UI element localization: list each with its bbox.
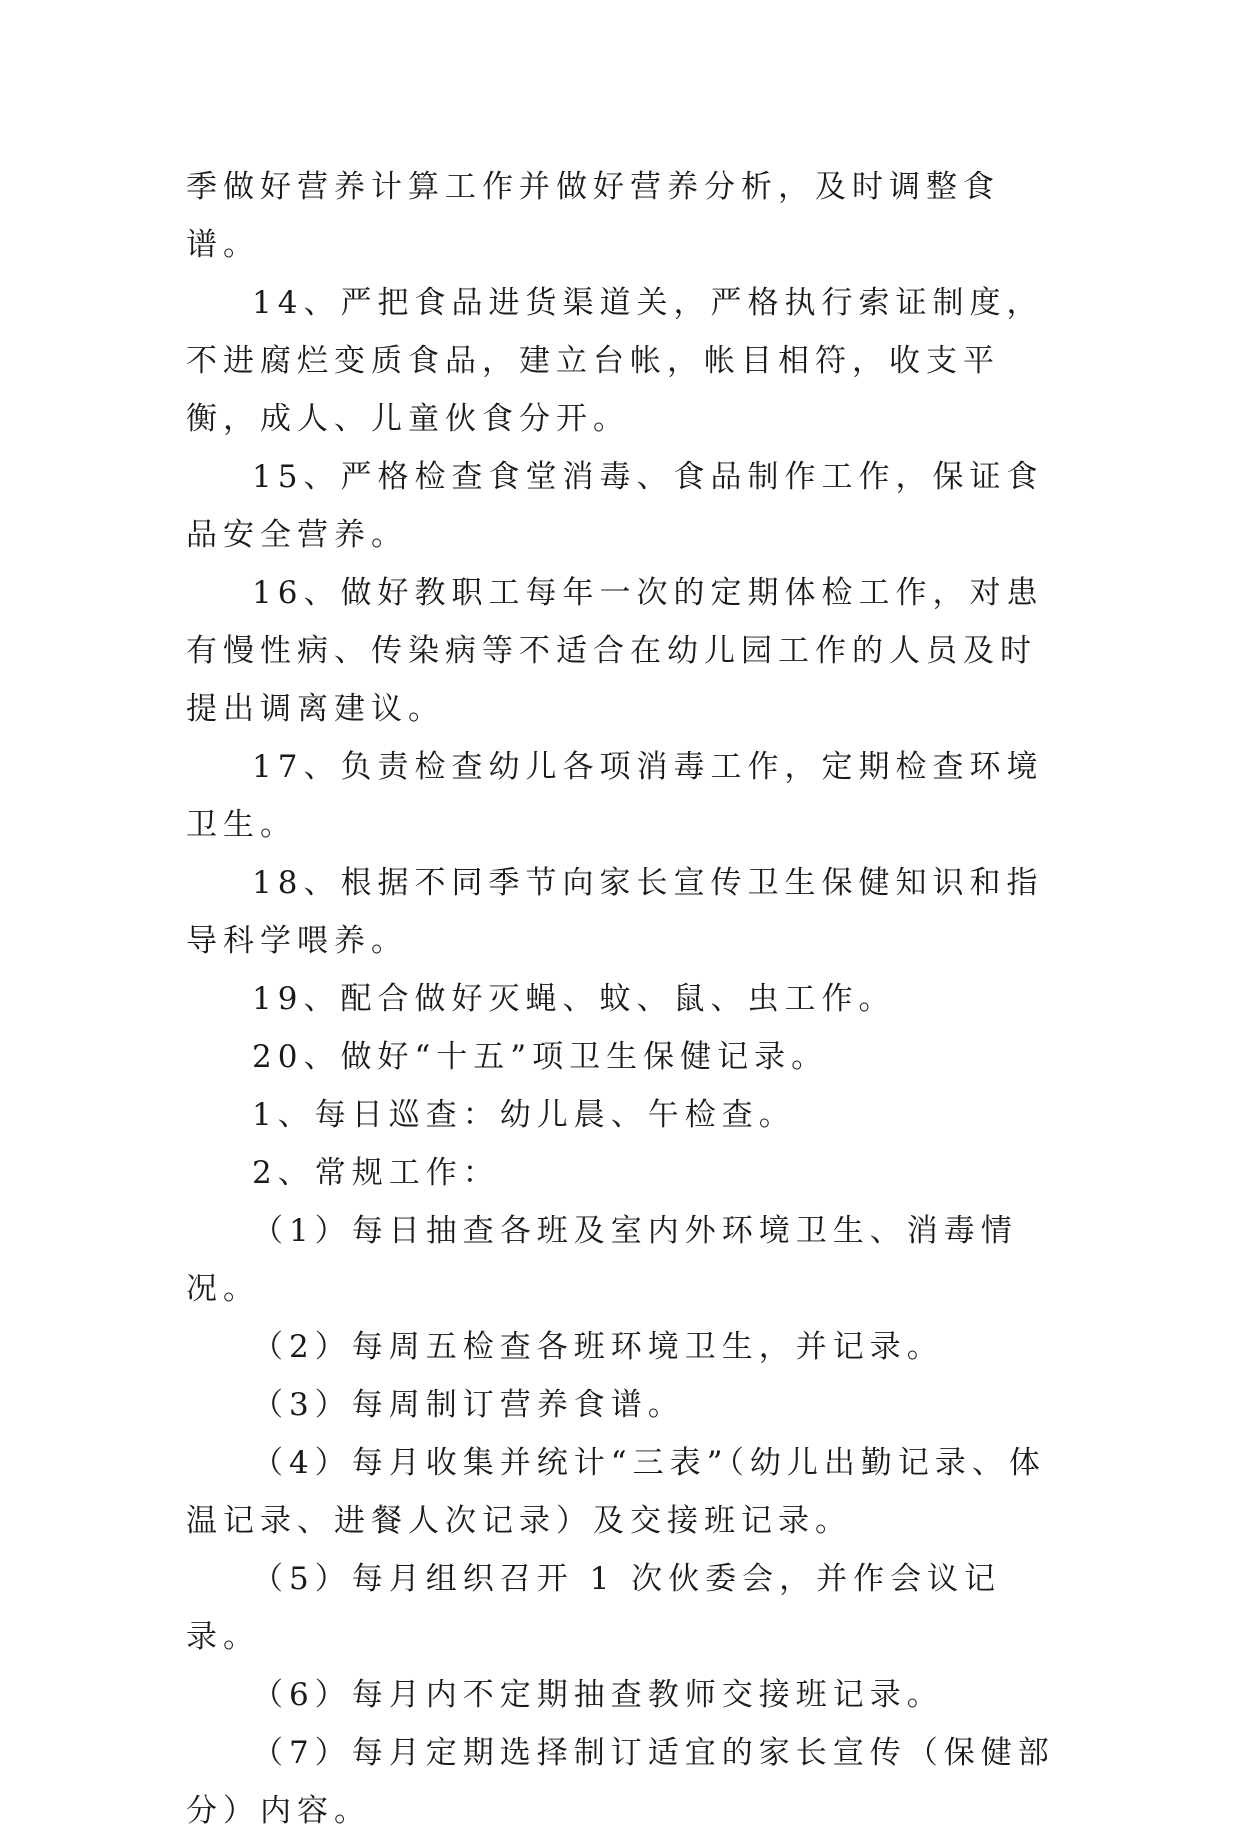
paragraph: 19、配合做好灭蝇、蚊、鼠、虫工作。	[252, 981, 896, 1017]
paragraph: 1、每日巡查：幼儿晨、午检查。	[252, 1097, 796, 1133]
paragraph: （3）每周制订营养食谱。	[252, 1387, 685, 1423]
paragraph: （5）每月组织召开 1 次伙委会，并作会议记录。	[186, 1561, 1002, 1655]
paragraph: 18、根据不同季节向家长宣传卫生保健知识和指导科学喂养。	[186, 865, 1044, 959]
paragraph: 20、做好“十五”项卫生保健记录。	[252, 1039, 829, 1075]
paragraph: （6）每月内不定期抽查教师交接班记录。	[252, 1677, 944, 1713]
paragraph: 季做好营养计算工作并做好营养分析，及时调整食谱。	[186, 169, 1000, 263]
paragraph: （2）每周五检查各班环境卫生，并记录。	[252, 1329, 944, 1365]
document-body	[186, 158, 1066, 1840]
paragraph: （7）每月定期选择制订适宜的家长宣传（保健部分）内容。	[186, 1735, 1055, 1829]
paragraph: 14、严把食品进货渠道关，严格执行索证制度，不进腐烂变质食品，建立台帐，帐目相符，收支平衡，成人、儿童伙食分开。	[186, 285, 1044, 437]
paragraph: （1）每日抽查各班及室内外环境卫生、消毒情况。	[186, 1213, 1018, 1307]
paragraph: （4）每月收集并统计“三表”（幼儿出勤记录、体温记录、进餐人次记录）及交接班记录。	[186, 1445, 1046, 1539]
paragraph: 16、做好教职工每年一次的定期体检工作，对患有慢性病、传染病等不适合在幼儿园工作的人员及时提出调离建议。	[186, 575, 1044, 727]
paragraph: 17、负责检查幼儿各项消毒工作，定期检查环境卫生。	[186, 749, 1044, 843]
paragraph: 15、严格检查食堂消毒、食品制作工作，保证食品安全营养。	[186, 459, 1044, 553]
paragraph: 2、常规工作：	[252, 1155, 500, 1191]
